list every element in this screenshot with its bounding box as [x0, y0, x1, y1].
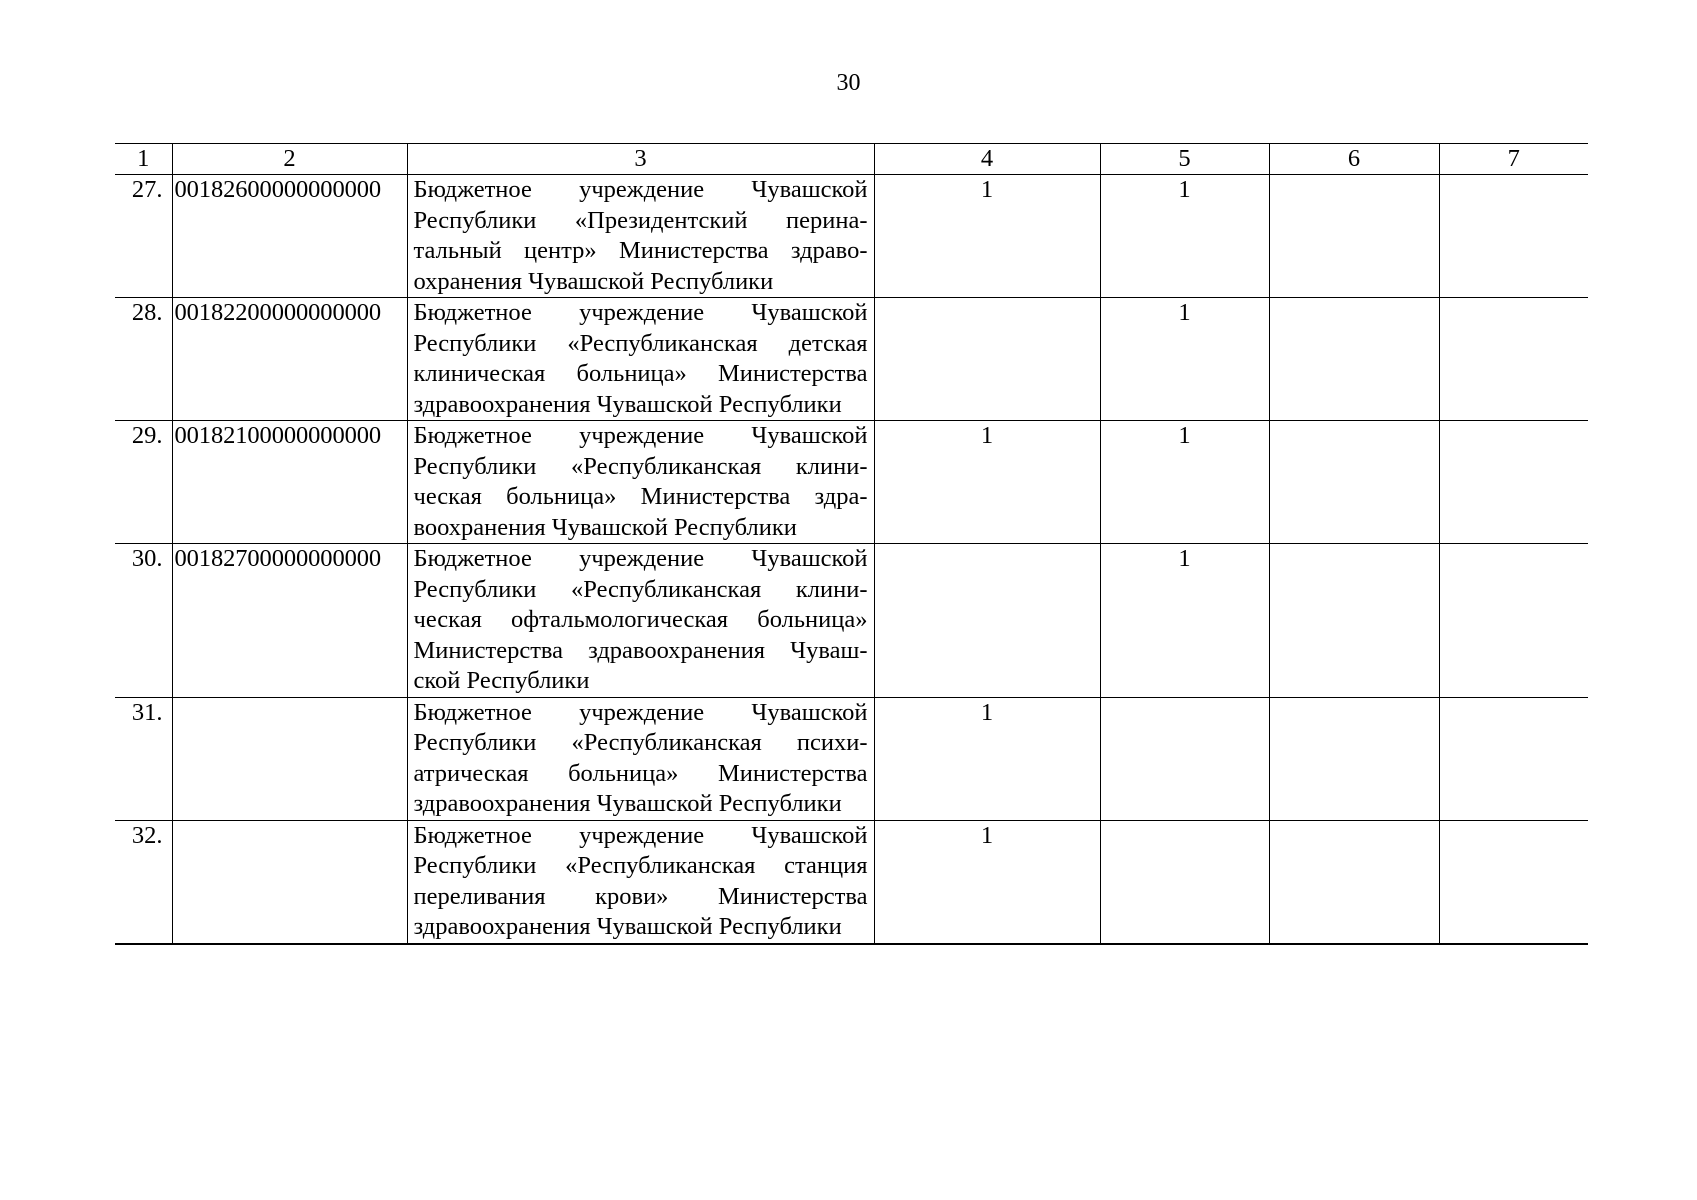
header-col-7: 7 [1439, 144, 1588, 175]
row-institution-name: Бюджетное учреждение Чувашской Республики «Республиканская станция переливания крови» Министерства здравоохранения Чувашской Республики [407, 820, 874, 944]
row-col-7 [1439, 544, 1588, 698]
row-institution-name: Бюджетное учреждение Чувашской Республики «Республиканская психиатрическая больница» Министерства здравоохранения Чувашской Республики [407, 697, 874, 820]
row-col-6 [1269, 697, 1439, 820]
row-institution-name: Бюджетное учреждение Чувашской Республики «Республиканская детская клиническая больница» Министерства здравоохранения Чувашской Республики [407, 298, 874, 421]
row-col-5: 1 [1100, 298, 1269, 421]
table-header-row [115, 144, 1588, 175]
row-col-5: 1 [1100, 544, 1269, 698]
table-row [115, 421, 1588, 544]
row-number: 29. [115, 421, 172, 544]
row-col-7 [1439, 421, 1588, 544]
page-number: 30 [836, 70, 861, 96]
header-col-1: 1 [115, 144, 172, 175]
table-row [115, 298, 1588, 421]
row-col-7 [1439, 820, 1588, 944]
row-institution-name: Бюджетное учреждение Чувашской Республики «Республиканская клиническая офтальмологическая больница» Министерства здравоохранения Чувашской Республики [407, 544, 874, 698]
table-row [115, 820, 1588, 944]
row-code: 00182600000000000 [172, 175, 407, 298]
row-code: 00182700000000000 [172, 544, 407, 698]
row-col-7 [1439, 298, 1588, 421]
row-col-4 [874, 544, 1100, 698]
row-code: 00182100000000000 [172, 421, 407, 544]
row-institution-name: Бюджетное учреждение Чувашской Республики «Президентский перинатальный центр» Министерства здравоохранения Чувашской Республики [407, 175, 874, 298]
table-row [115, 175, 1588, 298]
row-number: 32. [115, 820, 172, 944]
row-col-7 [1439, 175, 1588, 298]
table-row [115, 697, 1588, 820]
row-col-5 [1100, 697, 1269, 820]
document-table [115, 143, 1588, 945]
header-col-5: 5 [1100, 144, 1269, 175]
row-col-4: 1 [874, 697, 1100, 820]
row-code [172, 820, 407, 944]
row-number: 27. [115, 175, 172, 298]
row-col-6 [1269, 544, 1439, 698]
row-col-5 [1100, 820, 1269, 944]
header-col-6: 6 [1269, 144, 1439, 175]
row-col-4: 1 [874, 820, 1100, 944]
row-col-6 [1269, 298, 1439, 421]
row-col-5: 1 [1100, 175, 1269, 298]
row-col-5: 1 [1100, 421, 1269, 544]
row-col-6 [1269, 175, 1439, 298]
header-col-4: 4 [874, 144, 1100, 175]
row-col-4 [874, 298, 1100, 421]
row-institution-name: Бюджетное учреждение Чувашской Республики «Республиканская клиническая больница» Министерства здравоохранения Чувашской Республики [407, 421, 874, 544]
row-number: 30. [115, 544, 172, 698]
row-code [172, 697, 407, 820]
row-code: 00182200000000000 [172, 298, 407, 421]
row-col-6 [1269, 421, 1439, 544]
row-number: 28. [115, 298, 172, 421]
row-col-7 [1439, 697, 1588, 820]
header-col-3: 3 [407, 144, 874, 175]
row-col-4: 1 [874, 175, 1100, 298]
row-col-4: 1 [874, 421, 1100, 544]
row-number: 31. [115, 697, 172, 820]
row-col-6 [1269, 820, 1439, 944]
header-col-2: 2 [172, 144, 407, 175]
table-row [115, 544, 1588, 698]
